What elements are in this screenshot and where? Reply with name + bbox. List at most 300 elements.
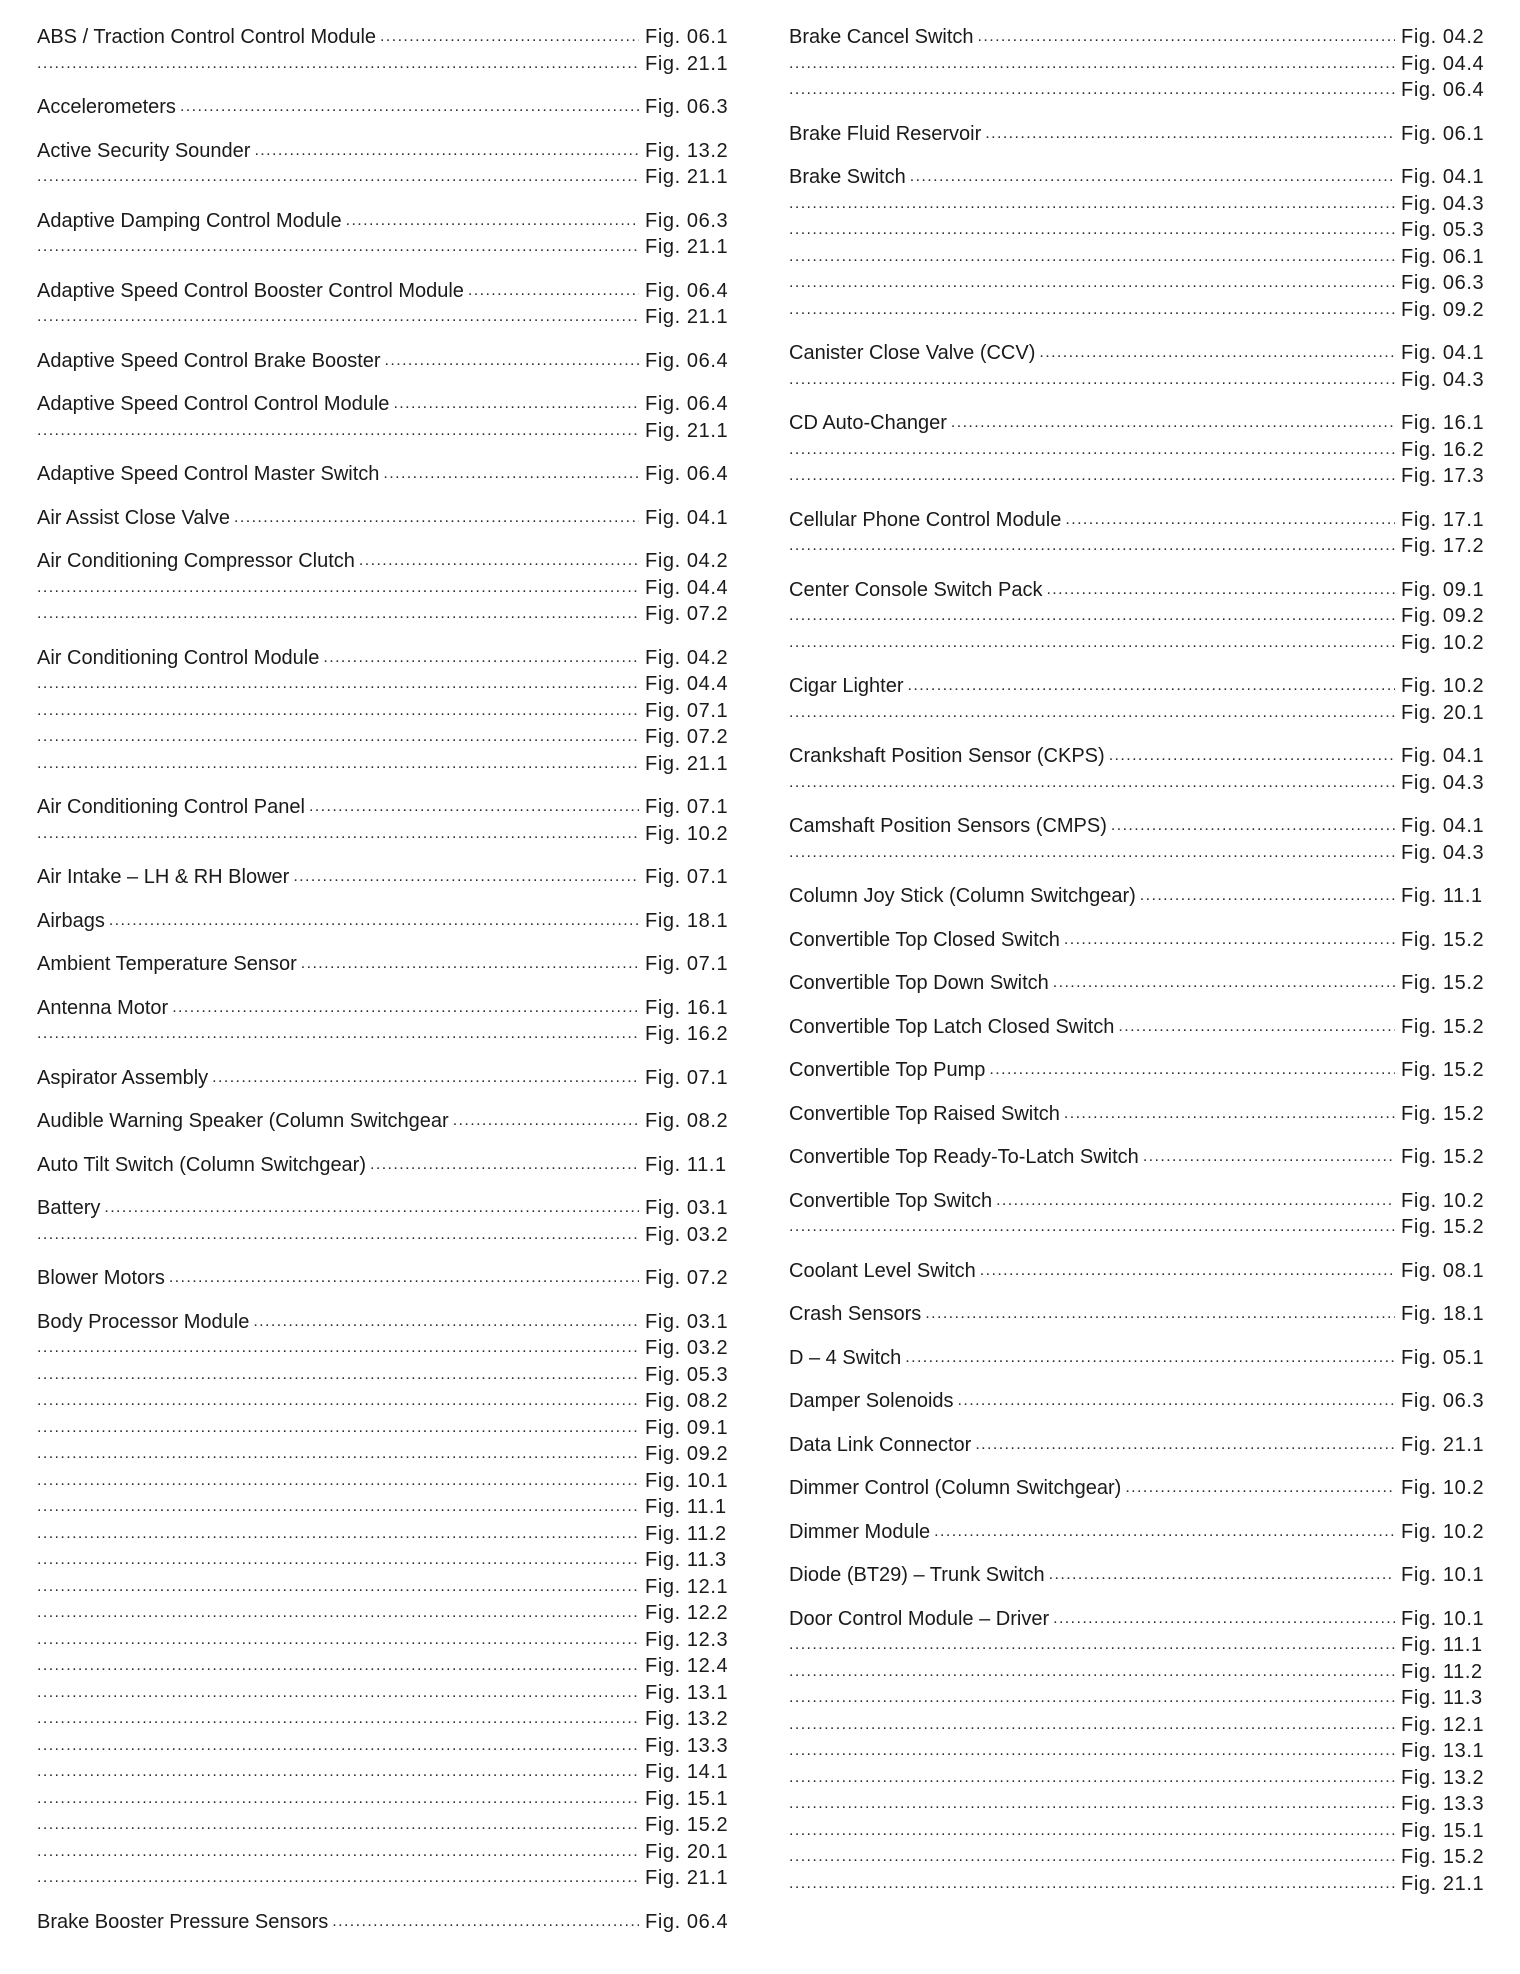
index-continuation-line: [37, 304, 729, 331]
index-entry: [789, 1258, 1485, 1285]
index-continuation-line: [789, 603, 1485, 630]
dot-leader: [37, 575, 639, 602]
index-entry-line: [789, 1562, 1485, 1589]
index-continuation-line: [37, 1733, 729, 1760]
index-entry: [789, 1606, 1485, 1898]
index-entry: [789, 813, 1485, 866]
figure-reference: Fig. 04.3: [1401, 841, 1485, 864]
figure-reference: Fig. 06.3: [1401, 1390, 1485, 1412]
index-entry-line: [789, 883, 1483, 910]
figure-reference: Fig. 21.1: [645, 752, 729, 775]
figure-reference: Fig. 08.2: [645, 1110, 729, 1132]
index-term: Coolant Level Switch: [789, 1259, 976, 1282]
dot-leader: [1053, 1606, 1395, 1633]
dot-leader: [37, 698, 639, 725]
figure-reference: Fig. 15.2: [1401, 928, 1485, 951]
index-entry: [37, 208, 729, 261]
dot-leader: [1049, 1562, 1395, 1589]
index-term: Air Assist Close Valve: [37, 506, 231, 529]
figure-reference: Fig. 07.1: [645, 1066, 729, 1089]
index-entry: [789, 507, 1485, 560]
figure-reference: Fig. 11.1: [645, 1153, 727, 1176]
figure-reference: Fig. 04.3: [1401, 771, 1485, 794]
index-entry-line: [789, 164, 1485, 191]
dot-leader: [1111, 813, 1395, 840]
index-entry-line: [789, 577, 1485, 604]
index-entry: [37, 24, 729, 77]
dot-leader: [37, 1574, 639, 1601]
dot-leader: [789, 367, 1395, 394]
dot-leader: [234, 505, 639, 532]
index-continuation-line: [789, 770, 1485, 797]
index-continuation-line: [789, 840, 1485, 867]
figure-reference: Fig. 15.2: [1401, 1059, 1485, 1081]
figure-reference: Fig. 04.1: [645, 506, 729, 529]
index-continuation-line: [37, 51, 729, 78]
index-entry-line: [789, 1057, 1485, 1084]
figure-reference: Fig. 17.1: [1401, 508, 1485, 531]
index-entry-line: [789, 1014, 1485, 1041]
figure-reference: Fig. 06.1: [1401, 122, 1485, 145]
index-entry: [789, 24, 1485, 104]
index-term: Air Conditioning Control Panel: [37, 796, 305, 818]
index-entry: [789, 927, 1485, 954]
index-term: Auto Tilt Switch (Column Switchgear): [37, 1153, 367, 1176]
dot-leader: [37, 751, 639, 778]
figure-reference: Fig. 10.2: [1401, 1189, 1485, 1212]
dot-leader: [37, 671, 639, 698]
index-entry: [37, 548, 729, 628]
figure-reference: Fig. 14.1: [645, 1761, 729, 1783]
dot-leader: [934, 1519, 1395, 1546]
index-term: Air Conditioning Compressor Clutch: [37, 550, 355, 572]
index-continuation-line: [789, 1632, 1483, 1659]
figure-reference: Fig. 21.1: [645, 166, 729, 188]
dot-leader: [37, 724, 639, 751]
figure-reference: Fig. 06.3: [1401, 272, 1485, 294]
index-term: Column Joy Stick (Column Switchgear): [789, 885, 1136, 907]
dot-leader: [789, 840, 1395, 867]
dot-leader: [789, 1632, 1395, 1659]
index-entry-line: [37, 505, 729, 532]
dot-leader: [37, 1388, 639, 1415]
dot-leader: [789, 1818, 1395, 1845]
dot-leader: [37, 164, 639, 191]
figure-reference: Fig. 10.1: [1401, 1564, 1485, 1586]
index-entry-line: [789, 970, 1485, 997]
dot-leader: [37, 1494, 639, 1521]
dot-leader: [789, 1685, 1395, 1712]
dot-leader: [789, 1765, 1395, 1792]
index-term: Accelerometers: [37, 96, 176, 118]
index-entry-line: [37, 1065, 729, 1092]
figure-reference: Fig. 04.2: [645, 550, 729, 572]
index-term: Adaptive Speed Control Booster Control Module: [37, 279, 464, 302]
index-continuation-line: [37, 1812, 729, 1839]
figure-reference: Fig. 10.2: [1401, 675, 1485, 697]
figure-reference: Fig. 08.2: [645, 1390, 729, 1412]
index-entry: [37, 348, 729, 375]
figure-reference: Fig. 11.2: [1401, 1660, 1483, 1683]
index-term: Adaptive Damping Control Module: [37, 209, 342, 232]
figure-reference: Fig. 12.2: [645, 1602, 729, 1624]
dot-leader: [370, 1152, 639, 1179]
index-entry-line: [37, 908, 729, 935]
figure-reference: Fig. 15.1: [645, 1787, 729, 1810]
dot-leader: [789, 51, 1395, 78]
index-term: Crash Sensors: [789, 1303, 922, 1325]
figure-reference: Fig. 12.1: [1401, 1713, 1485, 1736]
figure-reference: Fig. 04.1: [1401, 815, 1485, 837]
index-term: Data Link Connector: [789, 1433, 972, 1456]
index-continuation-line: [37, 164, 729, 191]
index-entry: [789, 970, 1485, 997]
dot-leader: [385, 348, 639, 375]
index-entry: [37, 461, 729, 488]
index-entry-line: [37, 1195, 729, 1222]
dot-leader: [393, 391, 639, 418]
figure-reference: Fig. 09.1: [1401, 578, 1485, 601]
dot-leader: [975, 1432, 1395, 1459]
dot-leader: [301, 951, 639, 978]
index-entry: [789, 1301, 1485, 1328]
index-continuation-line: [37, 1388, 729, 1415]
index-entry-line: [789, 1388, 1485, 1415]
figure-reference: Fig. 16.1: [1401, 412, 1485, 434]
figure-reference: Fig. 11.2: [645, 1522, 727, 1545]
figure-reference: Fig. 09.2: [1401, 605, 1485, 627]
index-term: Air Intake – LH & RH Blower: [37, 866, 290, 888]
dot-leader: [293, 864, 639, 891]
figure-reference: Fig. 21.1: [645, 236, 729, 258]
index-entry-line: [789, 24, 1485, 51]
index-entry: [37, 1265, 729, 1292]
index-continuation-line: [37, 1468, 729, 1495]
figure-reference: Fig. 06.3: [645, 209, 729, 232]
dot-leader: [985, 121, 1395, 148]
index-entry: [37, 794, 729, 847]
figure-reference: Fig. 21.1: [645, 419, 729, 442]
index-entry-line: [37, 24, 729, 51]
index-entry: [37, 278, 729, 331]
dot-leader: [468, 278, 639, 305]
figure-reference: Fig. 17.2: [1401, 535, 1485, 557]
figure-reference: Fig. 04.1: [1401, 166, 1485, 188]
index-continuation-line: [789, 700, 1485, 727]
figure-reference: Fig. 03.2: [645, 1223, 729, 1246]
figure-reference: Fig. 21.1: [645, 1867, 729, 1889]
figure-reference: Fig. 06.4: [645, 463, 729, 485]
dot-leader: [359, 548, 639, 575]
figure-reference: Fig. 11.3: [645, 1549, 727, 1571]
index-entry: [37, 1065, 729, 1092]
index-entry: [37, 1195, 729, 1248]
index-term: Camshaft Position Sensors (CMPS): [789, 815, 1107, 837]
index-entry: [37, 951, 729, 978]
dot-leader: [910, 164, 1395, 191]
index-term: Convertible Top Pump: [789, 1059, 986, 1081]
index-term: CD Auto-Changer: [789, 412, 947, 434]
dot-leader: [1046, 577, 1395, 604]
index-entry: [37, 864, 729, 891]
dot-leader: [104, 1195, 639, 1222]
index-continuation-line: [789, 270, 1485, 297]
index-entry-line: [37, 208, 729, 235]
index-entry: [37, 1309, 729, 1892]
figure-reference: Fig. 03.1: [645, 1197, 729, 1219]
index-entry: [789, 1562, 1485, 1589]
dot-leader: [789, 191, 1395, 218]
dot-leader: [789, 1214, 1395, 1241]
index-entry: [37, 908, 729, 935]
figure-reference: Fig. 20.1: [1401, 701, 1485, 724]
figure-reference: Fig. 09.1: [645, 1416, 729, 1439]
index-term: Battery: [37, 1197, 101, 1219]
figure-reference: Fig. 04.2: [1401, 26, 1485, 48]
index-entry-line: [37, 995, 729, 1022]
figure-reference: Fig. 04.4: [1401, 52, 1485, 75]
index-entry-line: [37, 864, 729, 891]
index-entry: [37, 995, 729, 1048]
index-continuation-line: [789, 1791, 1485, 1818]
index-entry: [789, 1057, 1485, 1084]
index-entry: [789, 577, 1485, 657]
index-term: Dimmer Module: [789, 1520, 931, 1543]
dot-leader: [37, 1547, 639, 1574]
dot-leader: [346, 208, 639, 235]
dot-leader: [37, 1653, 639, 1680]
figure-reference: Fig. 12.1: [645, 1575, 729, 1598]
figure-reference: Fig. 06.4: [645, 349, 729, 372]
index-continuation-line: [37, 821, 729, 848]
index-entry-line: [789, 1345, 1485, 1372]
figure-reference: Fig. 12.3: [645, 1628, 729, 1651]
index-entry: [789, 883, 1483, 910]
dot-leader: [1140, 883, 1395, 910]
figure-reference: Fig. 04.3: [1401, 368, 1485, 391]
figure-reference: Fig. 16.1: [645, 996, 729, 1019]
dot-leader: [1053, 970, 1395, 997]
dot-leader: [789, 217, 1395, 244]
figure-reference: Fig. 21.1: [1401, 1433, 1485, 1456]
index-entry-line: [37, 794, 729, 821]
figure-reference: Fig. 15.2: [1401, 1102, 1485, 1125]
figure-reference: Fig. 18.1: [1401, 1303, 1485, 1325]
index-term: Audible Warning Speaker (Column Switchgear: [37, 1110, 449, 1132]
index-continuation-line: [789, 244, 1485, 271]
figure-reference: Fig. 15.2: [1401, 972, 1485, 994]
index-continuation-line: [789, 1659, 1483, 1686]
dot-leader: [37, 1362, 639, 1389]
dot-leader: [37, 1335, 639, 1362]
dot-leader: [37, 1441, 639, 1468]
index-entry: [789, 1188, 1485, 1241]
index-continuation-line: [37, 1653, 729, 1680]
index-entry-line: [789, 1301, 1485, 1328]
dot-leader: [383, 461, 639, 488]
figure-reference: Fig. 06.4: [1401, 79, 1485, 101]
index-continuation-line: [789, 367, 1485, 394]
dot-leader: [172, 995, 639, 1022]
figure-reference: Fig. 07.1: [645, 953, 729, 975]
dot-leader: [996, 1188, 1395, 1215]
index-entry: [37, 1909, 729, 1936]
index-continuation-line: [37, 671, 729, 698]
dot-leader: [789, 1659, 1395, 1686]
index-entry: [37, 645, 729, 778]
dot-leader: [37, 1680, 639, 1707]
dot-leader: [789, 1712, 1395, 1739]
dot-leader: [37, 51, 639, 78]
index-continuation-line: [789, 51, 1485, 78]
index-entry-line: [789, 1144, 1485, 1171]
index-continuation-line: [37, 1706, 729, 1733]
index-term: Damper Solenoids: [789, 1390, 954, 1412]
dot-leader: [925, 1301, 1395, 1328]
dot-leader: [1109, 743, 1395, 770]
dot-leader: [37, 418, 639, 445]
figure-reference: Fig. 06.3: [645, 96, 729, 118]
figure-reference: Fig. 20.1: [645, 1840, 729, 1863]
figure-reference: Fig. 07.2: [645, 726, 729, 748]
dot-leader: [37, 601, 639, 628]
dot-leader: [789, 270, 1395, 297]
dot-leader: [37, 1706, 639, 1733]
index-entry-line: [789, 121, 1485, 148]
figure-reference: Fig. 15.2: [1401, 1015, 1485, 1038]
dot-leader: [37, 1468, 639, 1495]
figure-reference: Fig. 07.2: [645, 1267, 729, 1289]
figure-reference: Fig. 04.1: [1401, 342, 1485, 364]
figure-reference: Fig. 13.2: [1401, 1766, 1485, 1789]
index-term: Adaptive Speed Control Master Switch: [37, 463, 380, 485]
index-continuation-line: [37, 698, 729, 725]
figure-reference: Fig. 13.2: [645, 139, 729, 162]
dot-leader: [1143, 1144, 1395, 1171]
index-entry: [37, 1152, 727, 1179]
index-continuation-line: [37, 1441, 729, 1468]
index-entry-line: [789, 410, 1485, 437]
dot-leader: [789, 700, 1395, 727]
index-entry-line: [789, 1475, 1485, 1502]
figure-reference: Fig. 06.1: [645, 26, 729, 48]
index-continuation-line: [37, 418, 729, 445]
figure-reference: Fig. 15.1: [1401, 1819, 1485, 1842]
figure-reference: Fig. 18.1: [645, 909, 729, 932]
index-entry: [789, 121, 1485, 148]
figure-reference: Fig. 08.1: [1401, 1259, 1485, 1282]
figure-reference: Fig. 10.2: [1401, 1477, 1485, 1499]
index-entry-line: [37, 391, 729, 418]
figure-reference: Fig. 10.1: [1401, 1607, 1485, 1630]
index-continuation-line: [789, 1844, 1485, 1871]
index-entry: [789, 1144, 1485, 1171]
dot-leader: [789, 603, 1395, 630]
dot-leader: [1118, 1014, 1395, 1041]
index-continuation-line: [789, 1765, 1485, 1792]
figure-reference: Fig. 09.2: [645, 1443, 729, 1465]
dot-leader: [37, 821, 639, 848]
index-entry-line: [37, 348, 729, 375]
index-continuation-line: [789, 437, 1485, 464]
dot-leader: [109, 908, 639, 935]
index-entry-line: [37, 951, 729, 978]
index-continuation-line: [37, 1627, 729, 1654]
dot-leader: [1039, 340, 1395, 367]
index-continuation-line: [37, 1759, 729, 1786]
dot-leader: [332, 1909, 639, 1936]
dot-leader: [1125, 1475, 1395, 1502]
dot-leader: [789, 463, 1395, 490]
dot-leader: [789, 437, 1395, 464]
dot-leader: [37, 234, 639, 261]
index-entry-line: [37, 1108, 729, 1135]
index-continuation-line: [789, 1685, 1483, 1712]
figure-reference: Fig. 07.1: [645, 866, 729, 888]
index-entry: [37, 138, 729, 191]
index-continuation-line: [37, 751, 729, 778]
figure-reference: Fig. 07.1: [645, 796, 729, 818]
index-continuation-line: [789, 533, 1485, 560]
index-term: Blower Motors: [37, 1267, 165, 1289]
index-entry-line: [37, 1309, 729, 1336]
index-term: D – 4 Switch: [789, 1346, 902, 1369]
index-entry-line: [37, 1152, 727, 1179]
index-term: Dimmer Control (Column Switchgear): [789, 1477, 1122, 1499]
figure-reference: Fig. 07.1: [645, 699, 729, 722]
dot-leader: [1064, 927, 1395, 954]
figure-reference: Fig. 05.1: [1401, 1346, 1485, 1369]
dot-leader: [789, 770, 1395, 797]
figure-reference: Fig. 07.2: [645, 603, 729, 625]
figure-reference: Fig. 03.1: [645, 1310, 729, 1333]
figure-reference: Fig. 04.4: [645, 576, 729, 599]
index-term: Crankshaft Position Sensor (CKPS): [789, 745, 1105, 767]
dot-leader: [978, 24, 1395, 51]
figure-reference: Fig. 03.2: [645, 1337, 729, 1359]
dot-leader: [37, 1521, 639, 1548]
figure-reference: Fig. 10.1: [645, 1469, 729, 1492]
dot-leader: [37, 1865, 639, 1892]
figure-reference: Fig. 12.4: [645, 1655, 729, 1677]
index-entry-line: [37, 1265, 729, 1292]
figure-reference: Fig. 05.3: [1401, 219, 1485, 241]
dot-leader: [789, 630, 1395, 657]
index-entry-line: [37, 461, 729, 488]
index-entry-line: [37, 94, 729, 121]
figure-reference: Fig. 04.2: [645, 646, 729, 669]
figure-reference: Fig. 09.2: [1401, 298, 1485, 321]
dot-leader: [789, 244, 1395, 271]
figure-reference: Fig. 15.2: [1401, 1846, 1485, 1868]
index-entry-line: [789, 927, 1485, 954]
index-term: Door Control Module – Driver: [789, 1607, 1050, 1630]
index-continuation-line: [789, 1871, 1485, 1898]
index-entry-line: [789, 1519, 1485, 1546]
dot-leader: [37, 304, 639, 331]
index-entry-line: [37, 645, 729, 672]
figure-reference: Fig. 16.2: [645, 1023, 729, 1045]
figure-reference: Fig. 11.1: [645, 1496, 727, 1518]
index-entry-line: [789, 1606, 1485, 1633]
index-entry-line: [789, 340, 1485, 367]
index-term: Adaptive Speed Control Brake Booster: [37, 349, 381, 372]
index-entry: [789, 1519, 1485, 1546]
index-entry-line: [37, 1909, 729, 1936]
figure-reference: Fig. 16.2: [1401, 438, 1485, 461]
index-term: Brake Cancel Switch: [789, 26, 974, 48]
index-continuation-line: [37, 724, 729, 751]
